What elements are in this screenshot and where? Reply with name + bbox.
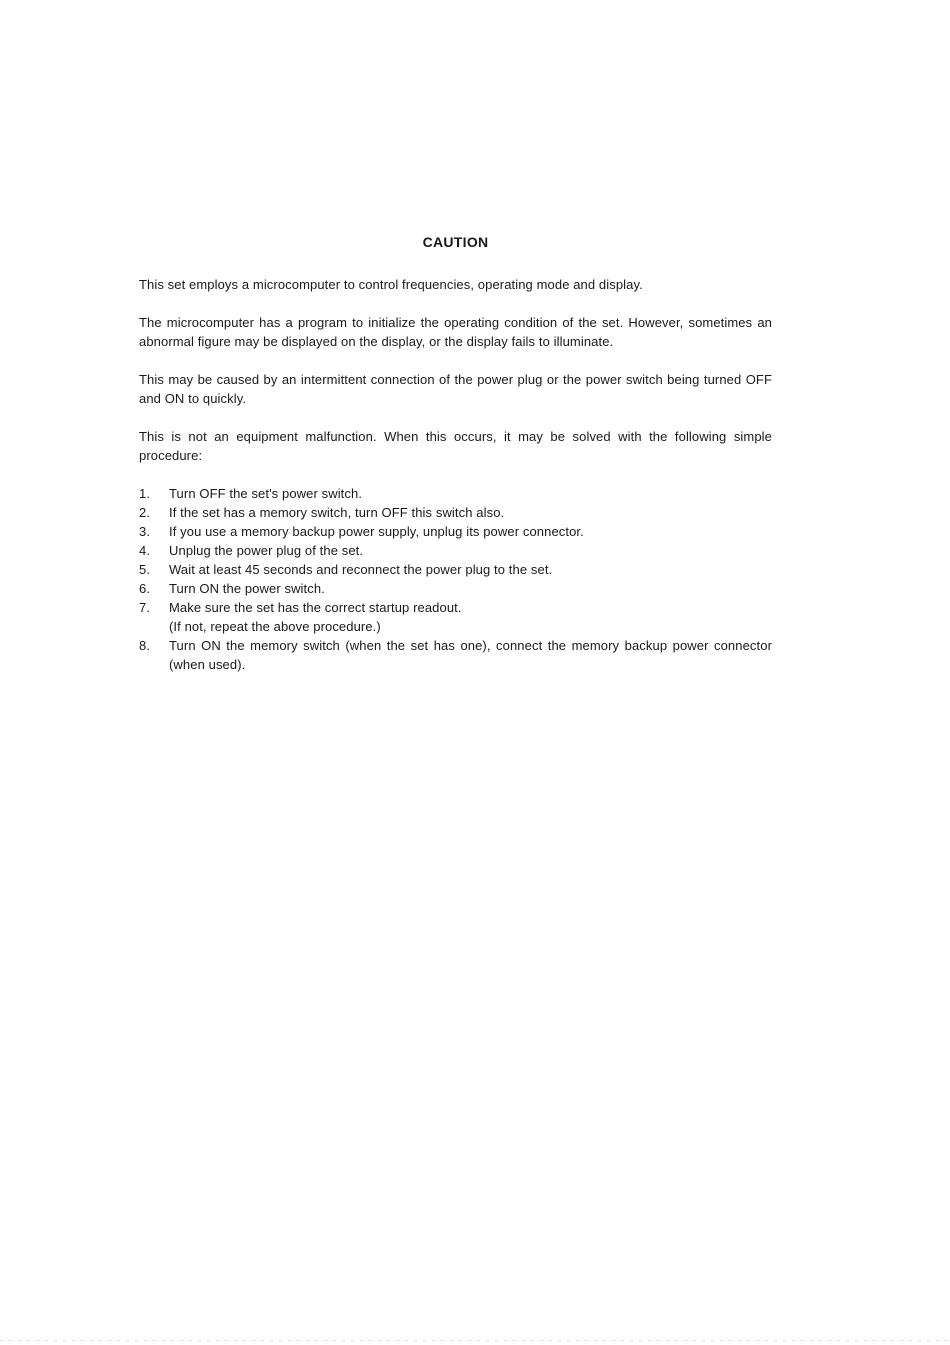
step-text-with-note (169, 598, 772, 636)
list-item (139, 522, 772, 541)
paragraph-intro: This set employs a microcomputer to control frequencies, operating mode and display. (139, 277, 643, 292)
step-text: If you use a memory backup power supply, unplug its power connector. (169, 524, 584, 539)
step-text: Make sure the set has the correct startup readout. (169, 600, 462, 615)
step-number: 1. (139, 486, 151, 501)
paragraph-procedure-intro: This is not an equipment malfunction. When this occurs, it may be solved with the following simple procedure: (139, 429, 772, 463)
list-item (139, 598, 772, 636)
page-title: CAUTION (422, 234, 489, 250)
step-number: 5. (139, 562, 151, 577)
step-number: 3. (139, 524, 151, 539)
scan-edge-artifact (0, 1340, 950, 1341)
step-number: 4. (139, 543, 151, 558)
paragraph-program: The microcomputer has a program to initialize the operating condition of the set. However, sometimes an abnormal figure may be displayed on the display, or the display fails to illuminate. (139, 315, 772, 349)
list-item (139, 579, 772, 598)
procedure-list (139, 484, 772, 674)
step-note: (If not, repeat the above procedure.) (169, 619, 381, 634)
step-text: Turn OFF the set's power switch. (169, 486, 363, 501)
list-item (139, 560, 772, 579)
list-item (139, 484, 772, 503)
step-text: Turn ON the power switch. (169, 581, 325, 596)
step-number: 7. (139, 600, 151, 615)
step-text: Turn ON the memory switch (when the set has one), connect the memory backup power connector (when used). (169, 638, 772, 672)
step-text: Unplug the power plug of the set. (169, 543, 364, 558)
step-number: 8. (139, 638, 151, 653)
caution-notice (139, 232, 772, 674)
step-text: If the set has a memory switch, turn OFF this switch also. (169, 505, 505, 520)
list-item (139, 503, 772, 522)
step-text: Wait at least 45 seconds and reconnect the power plug to the set. (169, 562, 553, 577)
paragraph-cause: This may be caused by an intermittent connection of the power plug or the power switch being turned OFF and ON to quickly. (139, 372, 772, 406)
step-number: 6. (139, 581, 151, 596)
step-number: 2. (139, 505, 151, 520)
list-item (139, 541, 772, 560)
list-item (139, 636, 772, 674)
